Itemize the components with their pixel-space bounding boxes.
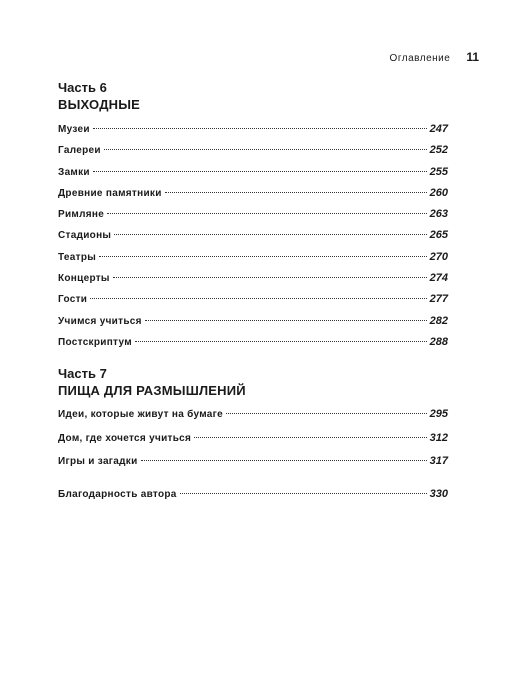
toc-entry-label: Театры <box>58 251 97 263</box>
toc-entry-label: Постскриптум <box>58 336 132 348</box>
toc-leader-dots <box>93 171 427 172</box>
toc-entry-acknowledgments[interactable] <box>58 488 448 509</box>
toc-entry-label: Идеи, которые живут на бумаге <box>58 409 223 420</box>
toc-entry-page: 263 <box>429 208 448 221</box>
toc-entry-label: Игры и загадки <box>58 456 138 467</box>
toc-entry[interactable] <box>58 208 448 229</box>
toc-entry-label: Благодарность автора <box>58 489 177 500</box>
toc-entry[interactable] <box>58 144 448 165</box>
running-title: Оглавление <box>389 53 451 64</box>
part-6-title: ВЫХОДНЫЕ <box>58 97 141 112</box>
toc-entry[interactable] <box>58 187 448 208</box>
toc-entry-label: Римляне <box>58 209 105 221</box>
toc-leader-dots <box>145 320 427 321</box>
toc-entry-page: 265 <box>429 229 448 242</box>
part-7-section <box>58 366 448 479</box>
toc-leader-dots <box>93 128 427 129</box>
toc-entry[interactable] <box>58 272 448 293</box>
toc-entry[interactable] <box>58 455 448 479</box>
toc-entry-page: 295 <box>429 408 448 420</box>
toc-entry[interactable] <box>58 432 448 456</box>
toc-leader-dots <box>107 213 427 214</box>
toc-entry[interactable] <box>58 293 448 314</box>
toc-leader-dots <box>114 234 426 235</box>
part-6-toc-list <box>58 123 448 357</box>
toc-entry-label: Древние памятники <box>58 187 162 199</box>
toc-entry[interactable] <box>58 229 448 250</box>
part-6-label: Часть 6 <box>58 80 107 95</box>
toc-leader-dots <box>165 192 427 193</box>
toc-entry-page: 277 <box>429 293 448 306</box>
toc-entry-label: Учимся учиться <box>58 315 142 327</box>
page-number: 11 <box>466 50 479 64</box>
toc-entry-page: 247 <box>429 123 448 135</box>
toc-entry-page: 282 <box>429 314 448 327</box>
toc-entry-label: Дом, где хочется учиться <box>58 432 192 444</box>
toc-entry[interactable] <box>58 336 448 357</box>
toc-entry-label: Гости <box>58 294 88 306</box>
toc-entry-page: 270 <box>429 250 448 263</box>
toc-leader-dots <box>99 256 427 257</box>
toc-leader-dots <box>141 460 427 461</box>
toc-leader-dots <box>113 277 427 278</box>
toc-entry[interactable] <box>58 166 448 187</box>
running-header <box>390 50 479 64</box>
toc-entry-label: Музеи <box>58 124 90 135</box>
toc-entry-label: Замки <box>58 166 90 178</box>
toc-entry-label: Концерты <box>58 273 110 285</box>
toc-entry[interactable] <box>58 315 448 336</box>
toc-entry[interactable] <box>58 251 448 272</box>
part-6-section <box>58 80 448 357</box>
part-7-title: ПИЩА ДЛЯ РАЗМЫШЛЕНИЙ <box>58 383 246 398</box>
toc-leader-dots <box>180 493 427 494</box>
toc-leader-dots <box>194 437 426 438</box>
toc-entry-page: 252 <box>429 144 448 157</box>
toc-entry-page: 260 <box>429 186 448 199</box>
toc-entry[interactable] <box>58 408 448 432</box>
part-7-label: Часть 7 <box>58 366 107 381</box>
toc-entry-page: 312 <box>429 431 448 444</box>
toc-leader-dots <box>226 413 427 414</box>
toc-entry-label: Галереи <box>58 145 101 157</box>
toc-entry[interactable] <box>58 123 448 144</box>
toc-entry-page: 255 <box>429 165 448 178</box>
toc-entry-page: 330 <box>429 488 448 500</box>
toc-entry-page: 317 <box>429 455 448 467</box>
toc-leader-dots <box>135 341 427 342</box>
toc-leader-dots <box>90 298 426 299</box>
toc-entry-label: Стадионы <box>58 230 112 242</box>
toc-leader-dots <box>104 149 427 150</box>
acknowledgments-section <box>58 488 448 509</box>
part-7-toc-list <box>58 408 448 479</box>
toc-entry-page: 288 <box>429 335 448 348</box>
toc-entry-page: 274 <box>429 272 448 285</box>
